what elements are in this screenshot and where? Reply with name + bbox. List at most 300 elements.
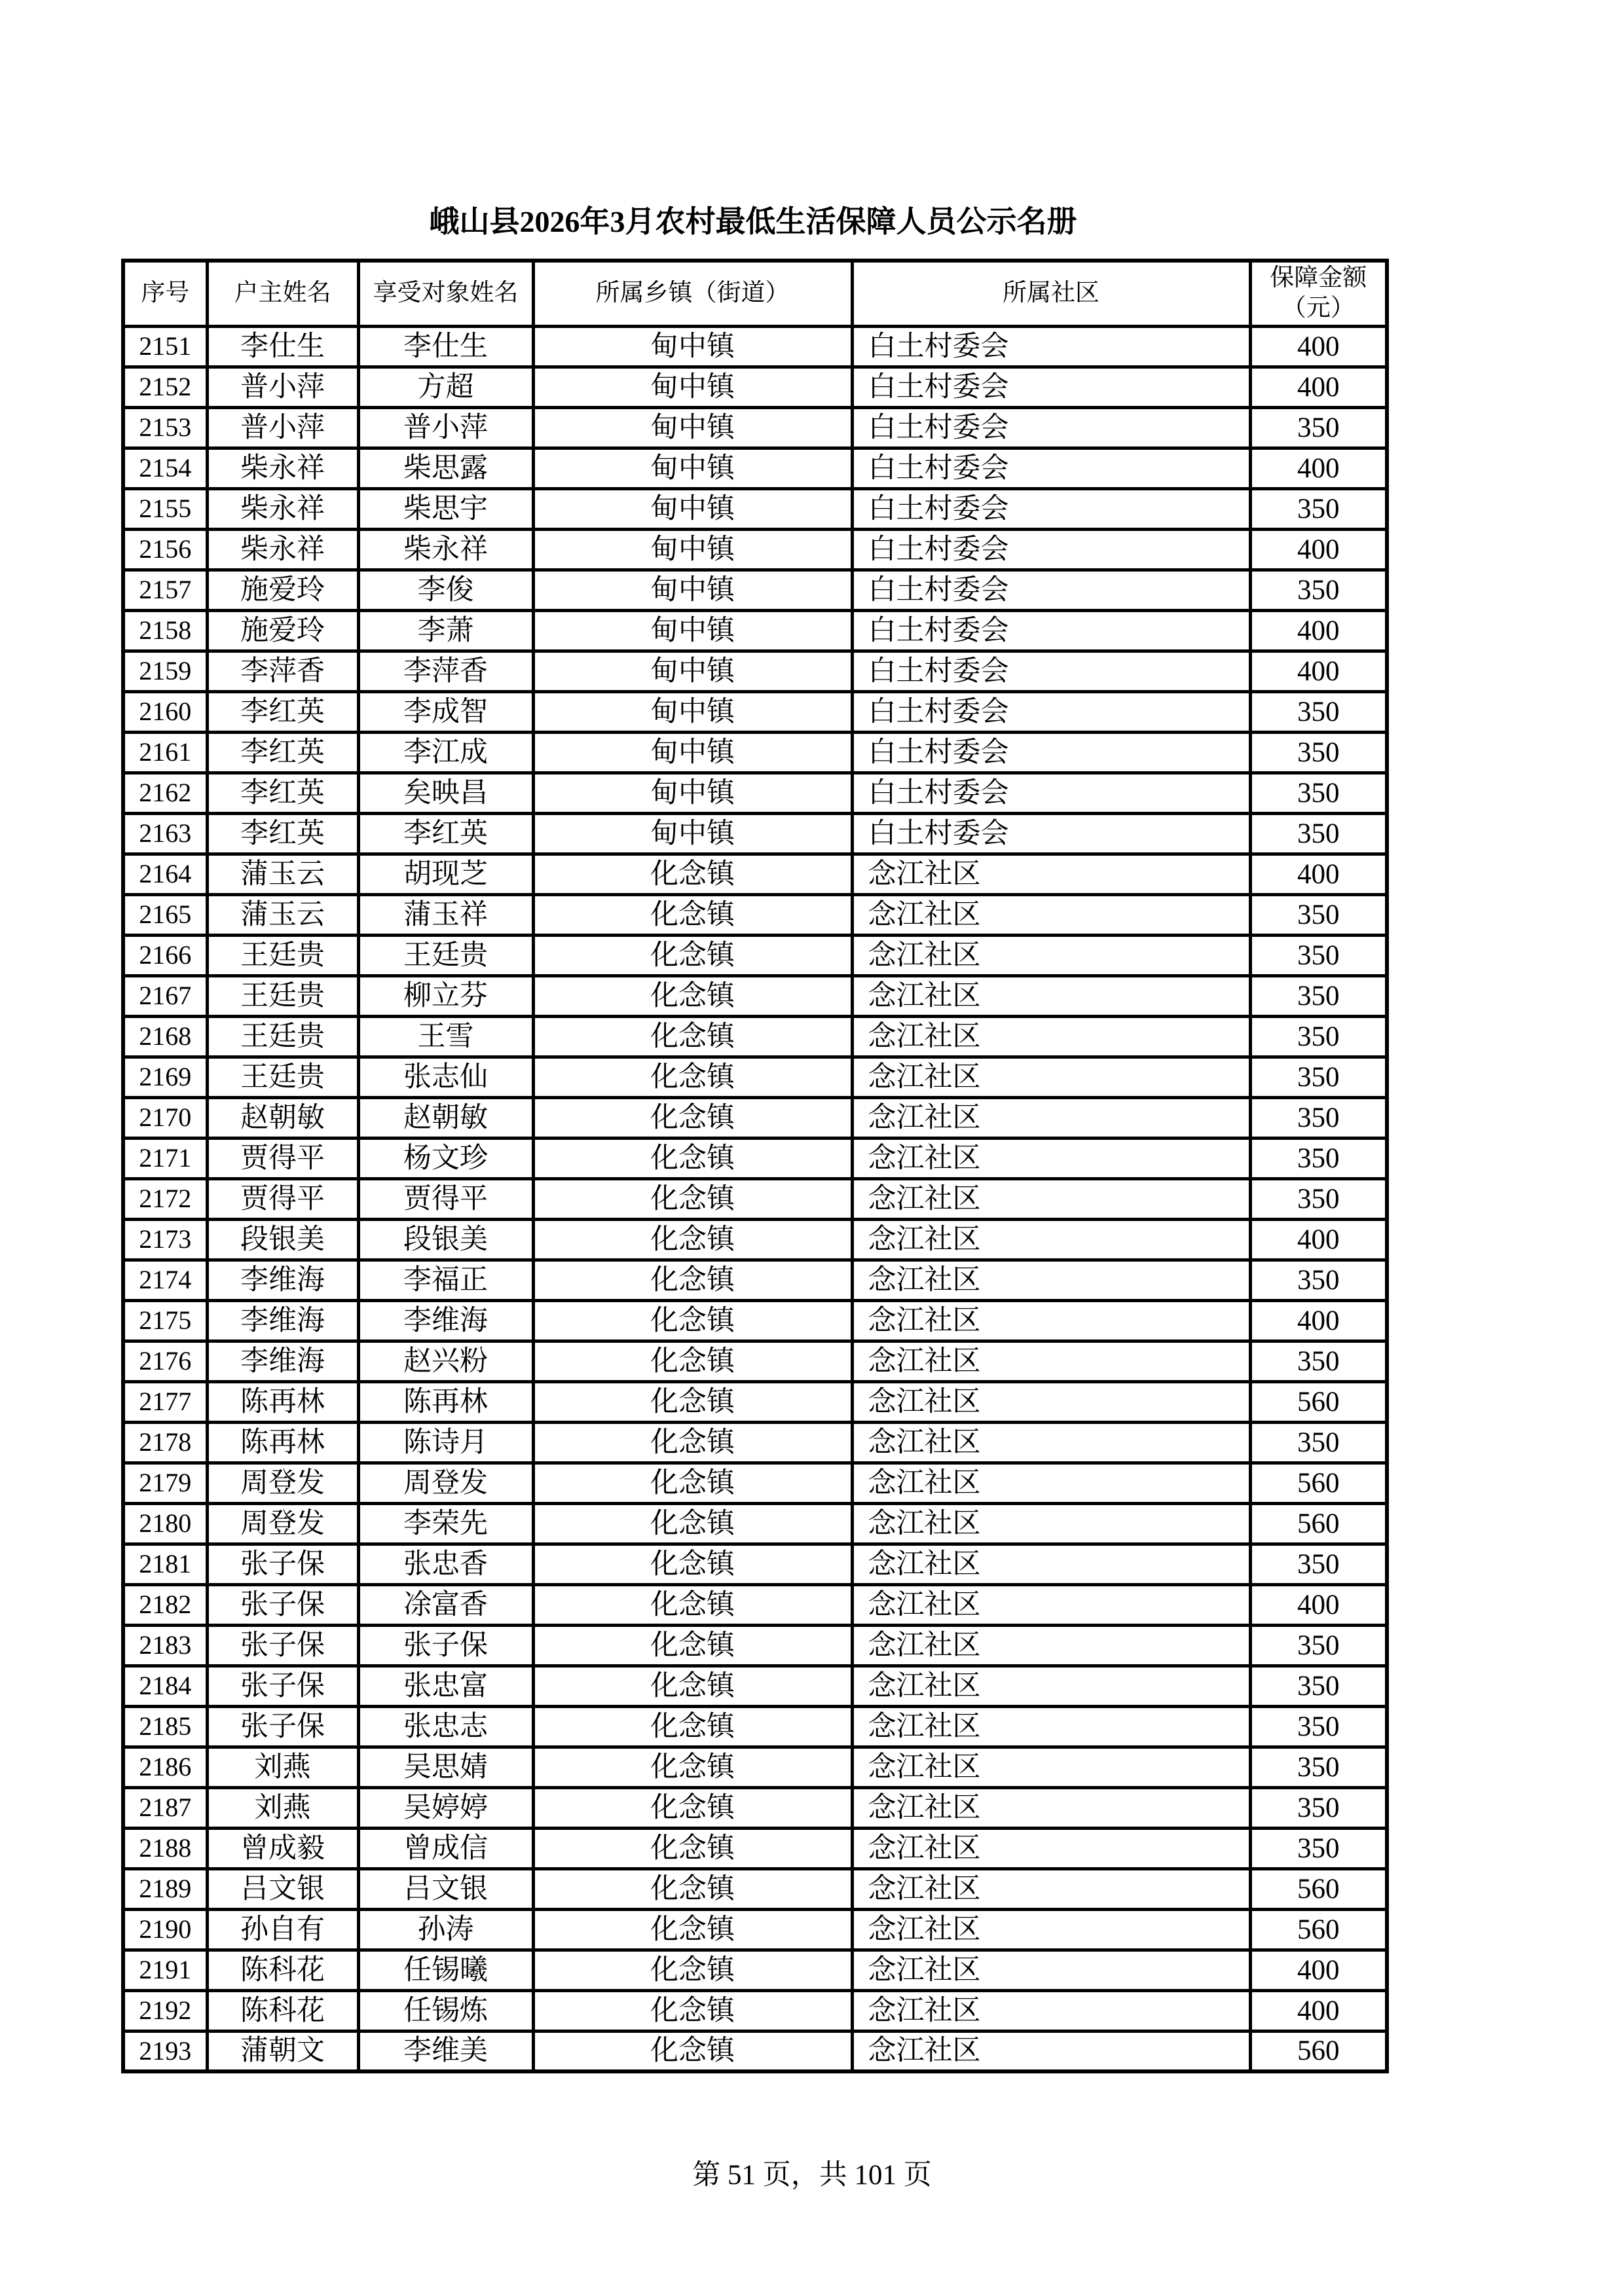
cell-beneficiary: 段银美 bbox=[358, 1219, 533, 1260]
cell-index: 2167 bbox=[123, 975, 207, 1016]
cell-amount: 350 bbox=[1250, 773, 1387, 813]
cell-beneficiary: 吴婷婷 bbox=[358, 1787, 533, 1828]
cell-index: 2159 bbox=[123, 651, 207, 691]
cell-household-head: 蒲朝文 bbox=[207, 2031, 358, 2071]
cell-household-head: 段银美 bbox=[207, 1219, 358, 1260]
cell-household-head: 陈再林 bbox=[207, 1422, 358, 1463]
cell-index: 2168 bbox=[123, 1016, 207, 1057]
cell-index: 2182 bbox=[123, 1584, 207, 1625]
cell-household-head: 施爱玲 bbox=[207, 610, 358, 651]
cell-township: 甸中镇 bbox=[533, 773, 852, 813]
cell-community: 白土村委会 bbox=[852, 407, 1250, 448]
cell-beneficiary: 周登发 bbox=[358, 1463, 533, 1503]
table-row bbox=[123, 1219, 1387, 1260]
page-number-footer: 第 51 页，共 101 页 bbox=[692, 2160, 932, 2191]
cell-beneficiary: 曾成信 bbox=[358, 1828, 533, 1868]
table-row bbox=[123, 1828, 1387, 1868]
cell-beneficiary: 任锡曦 bbox=[358, 1950, 533, 1990]
cell-township: 化念镇 bbox=[533, 1544, 852, 1584]
cell-township: 化念镇 bbox=[533, 1625, 852, 1666]
cell-community: 念江社区 bbox=[852, 935, 1250, 975]
cell-township: 化念镇 bbox=[533, 1219, 852, 1260]
table-row bbox=[123, 1422, 1387, 1463]
cell-amount: 400 bbox=[1250, 854, 1387, 894]
table-row bbox=[123, 1868, 1387, 1909]
cell-household-head: 王廷贵 bbox=[207, 935, 358, 975]
cell-household-head: 蒲玉云 bbox=[207, 854, 358, 894]
cell-community: 念江社区 bbox=[852, 1503, 1250, 1544]
cell-community: 念江社区 bbox=[852, 1544, 1250, 1584]
header-amount bbox=[1250, 261, 1387, 326]
table-row bbox=[123, 1909, 1387, 1950]
table-row bbox=[123, 2031, 1387, 2071]
table-row bbox=[123, 1747, 1387, 1787]
cell-beneficiary: 李俊 bbox=[358, 570, 533, 610]
cell-community: 念江社区 bbox=[852, 854, 1250, 894]
cell-beneficiary: 李萍香 bbox=[358, 651, 533, 691]
header-community-label: 所属社区 bbox=[1003, 280, 1099, 307]
cell-index: 2181 bbox=[123, 1544, 207, 1584]
cell-community: 念江社区 bbox=[852, 1381, 1250, 1422]
table-row bbox=[123, 691, 1387, 732]
header-amount-line2: （元） bbox=[1282, 295, 1355, 322]
cell-household-head: 吕文银 bbox=[207, 1868, 358, 1909]
table-row bbox=[123, 1666, 1387, 1706]
cell-beneficiary: 孙涛 bbox=[358, 1909, 533, 1950]
cell-beneficiary: 李江成 bbox=[358, 732, 533, 773]
cell-community: 念江社区 bbox=[852, 1057, 1250, 1097]
cell-index: 2169 bbox=[123, 1057, 207, 1097]
cell-beneficiary: 凃富香 bbox=[358, 1584, 533, 1625]
cell-household-head: 贾得平 bbox=[207, 1138, 358, 1178]
cell-beneficiary: 吴思婧 bbox=[358, 1747, 533, 1787]
cell-beneficiary: 张忠香 bbox=[358, 1544, 533, 1584]
cell-amount: 350 bbox=[1250, 935, 1387, 975]
cell-amount: 560 bbox=[1250, 1381, 1387, 1422]
cell-index: 2180 bbox=[123, 1503, 207, 1544]
table-row bbox=[123, 732, 1387, 773]
cell-index: 2153 bbox=[123, 407, 207, 448]
cell-amount: 560 bbox=[1250, 1503, 1387, 1544]
cell-township: 化念镇 bbox=[533, 1503, 852, 1544]
table-row bbox=[123, 854, 1387, 894]
table-row bbox=[123, 1138, 1387, 1178]
cell-household-head: 孙自有 bbox=[207, 1909, 358, 1950]
cell-amount: 350 bbox=[1250, 1625, 1387, 1666]
cell-beneficiary: 普小萍 bbox=[358, 407, 533, 448]
table-row bbox=[123, 570, 1387, 610]
cell-amount: 350 bbox=[1250, 1787, 1387, 1828]
cell-township: 化念镇 bbox=[533, 1706, 852, 1747]
cell-beneficiary: 张忠富 bbox=[358, 1666, 533, 1706]
cell-township: 甸中镇 bbox=[533, 448, 852, 488]
table-row bbox=[123, 1341, 1387, 1381]
cell-index: 2154 bbox=[123, 448, 207, 488]
cell-amount: 350 bbox=[1250, 1260, 1387, 1300]
cell-amount: 350 bbox=[1250, 488, 1387, 529]
cell-index: 2156 bbox=[123, 529, 207, 570]
cell-community: 念江社区 bbox=[852, 975, 1250, 1016]
cell-amount: 350 bbox=[1250, 1057, 1387, 1097]
cell-household-head: 柴永祥 bbox=[207, 488, 358, 529]
table-row bbox=[123, 610, 1387, 651]
cell-index: 2165 bbox=[123, 894, 207, 935]
cell-beneficiary: 李福正 bbox=[358, 1260, 533, 1300]
cell-amount: 400 bbox=[1250, 610, 1387, 651]
table-row bbox=[123, 1787, 1387, 1828]
table-row bbox=[123, 1463, 1387, 1503]
cell-beneficiary: 李红英 bbox=[358, 813, 533, 854]
cell-township: 甸中镇 bbox=[533, 407, 852, 448]
table-row bbox=[123, 1990, 1387, 2031]
cell-amount: 350 bbox=[1250, 1178, 1387, 1219]
cell-township: 化念镇 bbox=[533, 1138, 852, 1178]
cell-household-head: 李红英 bbox=[207, 773, 358, 813]
cell-community: 念江社区 bbox=[852, 1300, 1250, 1341]
cell-amount: 400 bbox=[1250, 448, 1387, 488]
cell-household-head: 周登发 bbox=[207, 1463, 358, 1503]
cell-household-head: 王廷贵 bbox=[207, 1016, 358, 1057]
cell-household-head: 李红英 bbox=[207, 691, 358, 732]
cell-beneficiary: 柴思宇 bbox=[358, 488, 533, 529]
cell-beneficiary: 柳立芬 bbox=[358, 975, 533, 1016]
cell-amount: 400 bbox=[1250, 651, 1387, 691]
cell-township: 甸中镇 bbox=[533, 732, 852, 773]
cell-beneficiary: 李维海 bbox=[358, 1300, 533, 1341]
cell-township: 化念镇 bbox=[533, 1868, 852, 1909]
cell-community: 念江社区 bbox=[852, 1828, 1250, 1868]
cell-township: 化念镇 bbox=[533, 894, 852, 935]
cell-beneficiary: 陈再林 bbox=[358, 1381, 533, 1422]
table-row bbox=[123, 1300, 1387, 1341]
cell-community: 白土村委会 bbox=[852, 326, 1250, 367]
cell-index: 2189 bbox=[123, 1868, 207, 1909]
cell-beneficiary: 李萧 bbox=[358, 610, 533, 651]
cell-index: 2177 bbox=[123, 1381, 207, 1422]
table-row bbox=[123, 1950, 1387, 1990]
cell-beneficiary: 李荣先 bbox=[358, 1503, 533, 1544]
cell-amount: 350 bbox=[1250, 1828, 1387, 1868]
cell-amount: 350 bbox=[1250, 1016, 1387, 1057]
cell-community: 念江社区 bbox=[852, 1584, 1250, 1625]
header-household-head-label: 户主姓名 bbox=[234, 280, 331, 307]
cell-amount: 350 bbox=[1250, 1341, 1387, 1381]
cell-index: 2193 bbox=[123, 2031, 207, 2071]
cell-beneficiary: 陈诗月 bbox=[358, 1422, 533, 1463]
cell-township: 化念镇 bbox=[533, 1381, 852, 1422]
cell-township: 化念镇 bbox=[533, 1341, 852, 1381]
cell-household-head: 李维海 bbox=[207, 1300, 358, 1341]
cell-household-head: 李维海 bbox=[207, 1341, 358, 1381]
cell-household-head: 刘燕 bbox=[207, 1747, 358, 1787]
cell-household-head: 张子保 bbox=[207, 1625, 358, 1666]
cell-beneficiary: 张志仙 bbox=[358, 1057, 533, 1097]
cell-community: 念江社区 bbox=[852, 1178, 1250, 1219]
cell-township: 化念镇 bbox=[533, 1747, 852, 1787]
header-township-label: 所属乡镇（街道） bbox=[595, 280, 790, 307]
header-township bbox=[533, 261, 852, 326]
cell-community: 白土村委会 bbox=[852, 529, 1250, 570]
cell-index: 2176 bbox=[123, 1341, 207, 1381]
cell-index: 2166 bbox=[123, 935, 207, 975]
cell-index: 2183 bbox=[123, 1625, 207, 1666]
cell-community: 念江社区 bbox=[852, 1016, 1250, 1057]
cell-index: 2152 bbox=[123, 367, 207, 407]
cell-amount: 350 bbox=[1250, 1706, 1387, 1747]
cell-township: 化念镇 bbox=[533, 1463, 852, 1503]
cell-community: 念江社区 bbox=[852, 1097, 1250, 1138]
cell-index: 2185 bbox=[123, 1706, 207, 1747]
cell-beneficiary: 任锡炼 bbox=[358, 1990, 533, 2031]
cell-community: 念江社区 bbox=[852, 1625, 1250, 1666]
table-row bbox=[123, 1544, 1387, 1584]
cell-community: 白土村委会 bbox=[852, 488, 1250, 529]
cell-beneficiary: 吕文银 bbox=[358, 1868, 533, 1909]
cell-community: 念江社区 bbox=[852, 1422, 1250, 1463]
cell-beneficiary: 矣映昌 bbox=[358, 773, 533, 813]
cell-beneficiary: 王雪 bbox=[358, 1016, 533, 1057]
cell-community: 白土村委会 bbox=[852, 651, 1250, 691]
cell-beneficiary: 蒲玉祥 bbox=[358, 894, 533, 935]
cell-amount: 400 bbox=[1250, 1219, 1387, 1260]
cell-index: 2187 bbox=[123, 1787, 207, 1828]
cell-amount: 350 bbox=[1250, 1747, 1387, 1787]
cell-township: 甸中镇 bbox=[533, 367, 852, 407]
cell-index: 2179 bbox=[123, 1463, 207, 1503]
table-row bbox=[123, 1097, 1387, 1138]
cell-township: 化念镇 bbox=[533, 854, 852, 894]
cell-community: 白土村委会 bbox=[852, 367, 1250, 407]
cell-index: 2175 bbox=[123, 1300, 207, 1341]
table-row bbox=[123, 488, 1387, 529]
cell-beneficiary: 赵朝敏 bbox=[358, 1097, 533, 1138]
cell-household-head: 李仕生 bbox=[207, 326, 358, 367]
cell-household-head: 李萍香 bbox=[207, 651, 358, 691]
cell-amount: 400 bbox=[1250, 529, 1387, 570]
table-row bbox=[123, 1178, 1387, 1219]
cell-index: 2184 bbox=[123, 1666, 207, 1706]
cell-index: 2171 bbox=[123, 1138, 207, 1178]
table-row bbox=[123, 1625, 1387, 1666]
cell-amount: 350 bbox=[1250, 1138, 1387, 1178]
cell-index: 2155 bbox=[123, 488, 207, 529]
cell-community: 念江社区 bbox=[852, 1666, 1250, 1706]
cell-township: 化念镇 bbox=[533, 1909, 852, 1950]
cell-index: 2172 bbox=[123, 1178, 207, 1219]
cell-index: 2178 bbox=[123, 1422, 207, 1463]
page-title: 峨山县2026年3月农村最低生活保障人员公示名册 bbox=[429, 205, 1077, 238]
cell-township: 化念镇 bbox=[533, 1422, 852, 1463]
cell-township: 化念镇 bbox=[533, 1300, 852, 1341]
table-row bbox=[123, 1057, 1387, 1097]
cell-amount: 350 bbox=[1250, 813, 1387, 854]
cell-amount: 560 bbox=[1250, 1868, 1387, 1909]
cell-township: 化念镇 bbox=[533, 1178, 852, 1219]
table-row bbox=[123, 813, 1387, 854]
cell-household-head: 王廷贵 bbox=[207, 1057, 358, 1097]
cell-household-head: 贾得平 bbox=[207, 1178, 358, 1219]
cell-index: 2151 bbox=[123, 326, 207, 367]
cell-community: 念江社区 bbox=[852, 1138, 1250, 1178]
cell-index: 2158 bbox=[123, 610, 207, 651]
cell-community: 念江社区 bbox=[852, 1219, 1250, 1260]
cell-beneficiary: 赵兴粉 bbox=[358, 1341, 533, 1381]
cell-township: 甸中镇 bbox=[533, 610, 852, 651]
cell-amount: 400 bbox=[1250, 1990, 1387, 2031]
cell-beneficiary: 杨文珍 bbox=[358, 1138, 533, 1178]
cell-township: 化念镇 bbox=[533, 1260, 852, 1300]
header-amount-line1: 保障金额 bbox=[1270, 264, 1367, 291]
cell-amount: 350 bbox=[1250, 975, 1387, 1016]
cell-amount: 400 bbox=[1250, 1300, 1387, 1341]
cell-township: 化念镇 bbox=[533, 2031, 852, 2071]
cell-beneficiary: 方超 bbox=[358, 367, 533, 407]
cell-community: 念江社区 bbox=[852, 1260, 1250, 1300]
table-row bbox=[123, 1584, 1387, 1625]
cell-community: 白土村委会 bbox=[852, 813, 1250, 854]
cell-beneficiary: 张子保 bbox=[358, 1625, 533, 1666]
cell-household-head: 柴永祥 bbox=[207, 448, 358, 488]
cell-household-head: 张子保 bbox=[207, 1584, 358, 1625]
cell-index: 2174 bbox=[123, 1260, 207, 1300]
cell-index: 2162 bbox=[123, 773, 207, 813]
cell-household-head: 柴永祥 bbox=[207, 529, 358, 570]
header-community bbox=[852, 261, 1250, 326]
cell-amount: 400 bbox=[1250, 1950, 1387, 1990]
cell-household-head: 李红英 bbox=[207, 813, 358, 854]
cell-index: 2192 bbox=[123, 1990, 207, 2031]
cell-index: 2190 bbox=[123, 1909, 207, 1950]
cell-beneficiary: 张忠志 bbox=[358, 1706, 533, 1747]
cell-township: 化念镇 bbox=[533, 1828, 852, 1868]
table-row bbox=[123, 529, 1387, 570]
cell-beneficiary: 李维美 bbox=[358, 2031, 533, 2071]
cell-community: 念江社区 bbox=[852, 1463, 1250, 1503]
cell-township: 甸中镇 bbox=[533, 326, 852, 367]
table-row bbox=[123, 1260, 1387, 1300]
cell-community: 念江社区 bbox=[852, 894, 1250, 935]
cell-township: 甸中镇 bbox=[533, 488, 852, 529]
header-beneficiary bbox=[358, 261, 533, 326]
cell-community: 白土村委会 bbox=[852, 732, 1250, 773]
header-row bbox=[123, 261, 1387, 326]
cell-township: 化念镇 bbox=[533, 1097, 852, 1138]
cell-community: 念江社区 bbox=[852, 1909, 1250, 1950]
cell-household-head: 刘燕 bbox=[207, 1787, 358, 1828]
cell-amount: 560 bbox=[1250, 1909, 1387, 1950]
cell-household-head: 周登发 bbox=[207, 1503, 358, 1544]
cell-household-head: 陈科花 bbox=[207, 1950, 358, 1990]
table-row bbox=[123, 651, 1387, 691]
cell-amount: 400 bbox=[1250, 326, 1387, 367]
cell-beneficiary: 胡现芝 bbox=[358, 854, 533, 894]
cell-index: 2186 bbox=[123, 1747, 207, 1787]
cell-amount: 350 bbox=[1250, 732, 1387, 773]
cell-beneficiary: 柴思露 bbox=[358, 448, 533, 488]
cell-township: 甸中镇 bbox=[533, 529, 852, 570]
cell-community: 念江社区 bbox=[852, 1787, 1250, 1828]
cell-household-head: 施爱玲 bbox=[207, 570, 358, 610]
cell-township: 化念镇 bbox=[533, 1990, 852, 2031]
cell-household-head: 曾成毅 bbox=[207, 1828, 358, 1868]
cell-community: 念江社区 bbox=[852, 1341, 1250, 1381]
table-row bbox=[123, 975, 1387, 1016]
table-row bbox=[123, 1381, 1387, 1422]
table-row bbox=[123, 894, 1387, 935]
cell-amount: 350 bbox=[1250, 407, 1387, 448]
cell-township: 化念镇 bbox=[533, 1016, 852, 1057]
cell-community: 念江社区 bbox=[852, 1950, 1250, 1990]
cell-community: 念江社区 bbox=[852, 1706, 1250, 1747]
table-body bbox=[123, 326, 1387, 2071]
cell-index: 2164 bbox=[123, 854, 207, 894]
cell-household-head: 赵朝敏 bbox=[207, 1097, 358, 1138]
cell-amount: 560 bbox=[1250, 2031, 1387, 2071]
cell-township: 化念镇 bbox=[533, 975, 852, 1016]
cell-household-head: 王廷贵 bbox=[207, 975, 358, 1016]
cell-community: 白土村委会 bbox=[852, 773, 1250, 813]
cell-beneficiary: 李成智 bbox=[358, 691, 533, 732]
table-row bbox=[123, 367, 1387, 407]
cell-amount: 400 bbox=[1250, 367, 1387, 407]
cell-index: 2188 bbox=[123, 1828, 207, 1868]
cell-beneficiary: 李仕生 bbox=[358, 326, 533, 367]
cell-township: 化念镇 bbox=[533, 1950, 852, 1990]
cell-household-head: 李红英 bbox=[207, 732, 358, 773]
cell-beneficiary: 贾得平 bbox=[358, 1178, 533, 1219]
cell-community: 念江社区 bbox=[852, 1747, 1250, 1787]
cell-township: 甸中镇 bbox=[533, 570, 852, 610]
cell-beneficiary: 柴永祥 bbox=[358, 529, 533, 570]
table-row bbox=[123, 407, 1387, 448]
cell-community: 念江社区 bbox=[852, 1868, 1250, 1909]
cell-household-head: 普小萍 bbox=[207, 367, 358, 407]
table-row bbox=[123, 448, 1387, 488]
cell-household-head: 蒲玉云 bbox=[207, 894, 358, 935]
table-row bbox=[123, 326, 1387, 367]
cell-township: 甸中镇 bbox=[533, 813, 852, 854]
table-header bbox=[123, 261, 1387, 326]
cell-township: 化念镇 bbox=[533, 1787, 852, 1828]
header-index bbox=[123, 261, 207, 326]
cell-community: 白土村委会 bbox=[852, 691, 1250, 732]
cell-index: 2173 bbox=[123, 1219, 207, 1260]
table-row bbox=[123, 935, 1387, 975]
table-row bbox=[123, 773, 1387, 813]
cell-amount: 350 bbox=[1250, 691, 1387, 732]
table-row bbox=[123, 1503, 1387, 1544]
cell-index: 2161 bbox=[123, 732, 207, 773]
table-row bbox=[123, 1706, 1387, 1747]
cell-community: 念江社区 bbox=[852, 1990, 1250, 2031]
cell-amount: 350 bbox=[1250, 1544, 1387, 1584]
header-beneficiary-label: 享受对象姓名 bbox=[373, 280, 519, 307]
cell-amount: 560 bbox=[1250, 1463, 1387, 1503]
cell-township: 化念镇 bbox=[533, 1584, 852, 1625]
cell-household-head: 陈再林 bbox=[207, 1381, 358, 1422]
cell-amount: 350 bbox=[1250, 1666, 1387, 1706]
cell-community: 白土村委会 bbox=[852, 448, 1250, 488]
cell-index: 2191 bbox=[123, 1950, 207, 1990]
cell-beneficiary: 王廷贵 bbox=[358, 935, 533, 975]
cell-amount: 350 bbox=[1250, 570, 1387, 610]
cell-amount: 350 bbox=[1250, 894, 1387, 935]
header-index-label: 序号 bbox=[141, 280, 190, 307]
cell-household-head: 张子保 bbox=[207, 1706, 358, 1747]
cell-household-head: 张子保 bbox=[207, 1666, 358, 1706]
cell-township: 化念镇 bbox=[533, 1666, 852, 1706]
cell-township: 化念镇 bbox=[533, 935, 852, 975]
